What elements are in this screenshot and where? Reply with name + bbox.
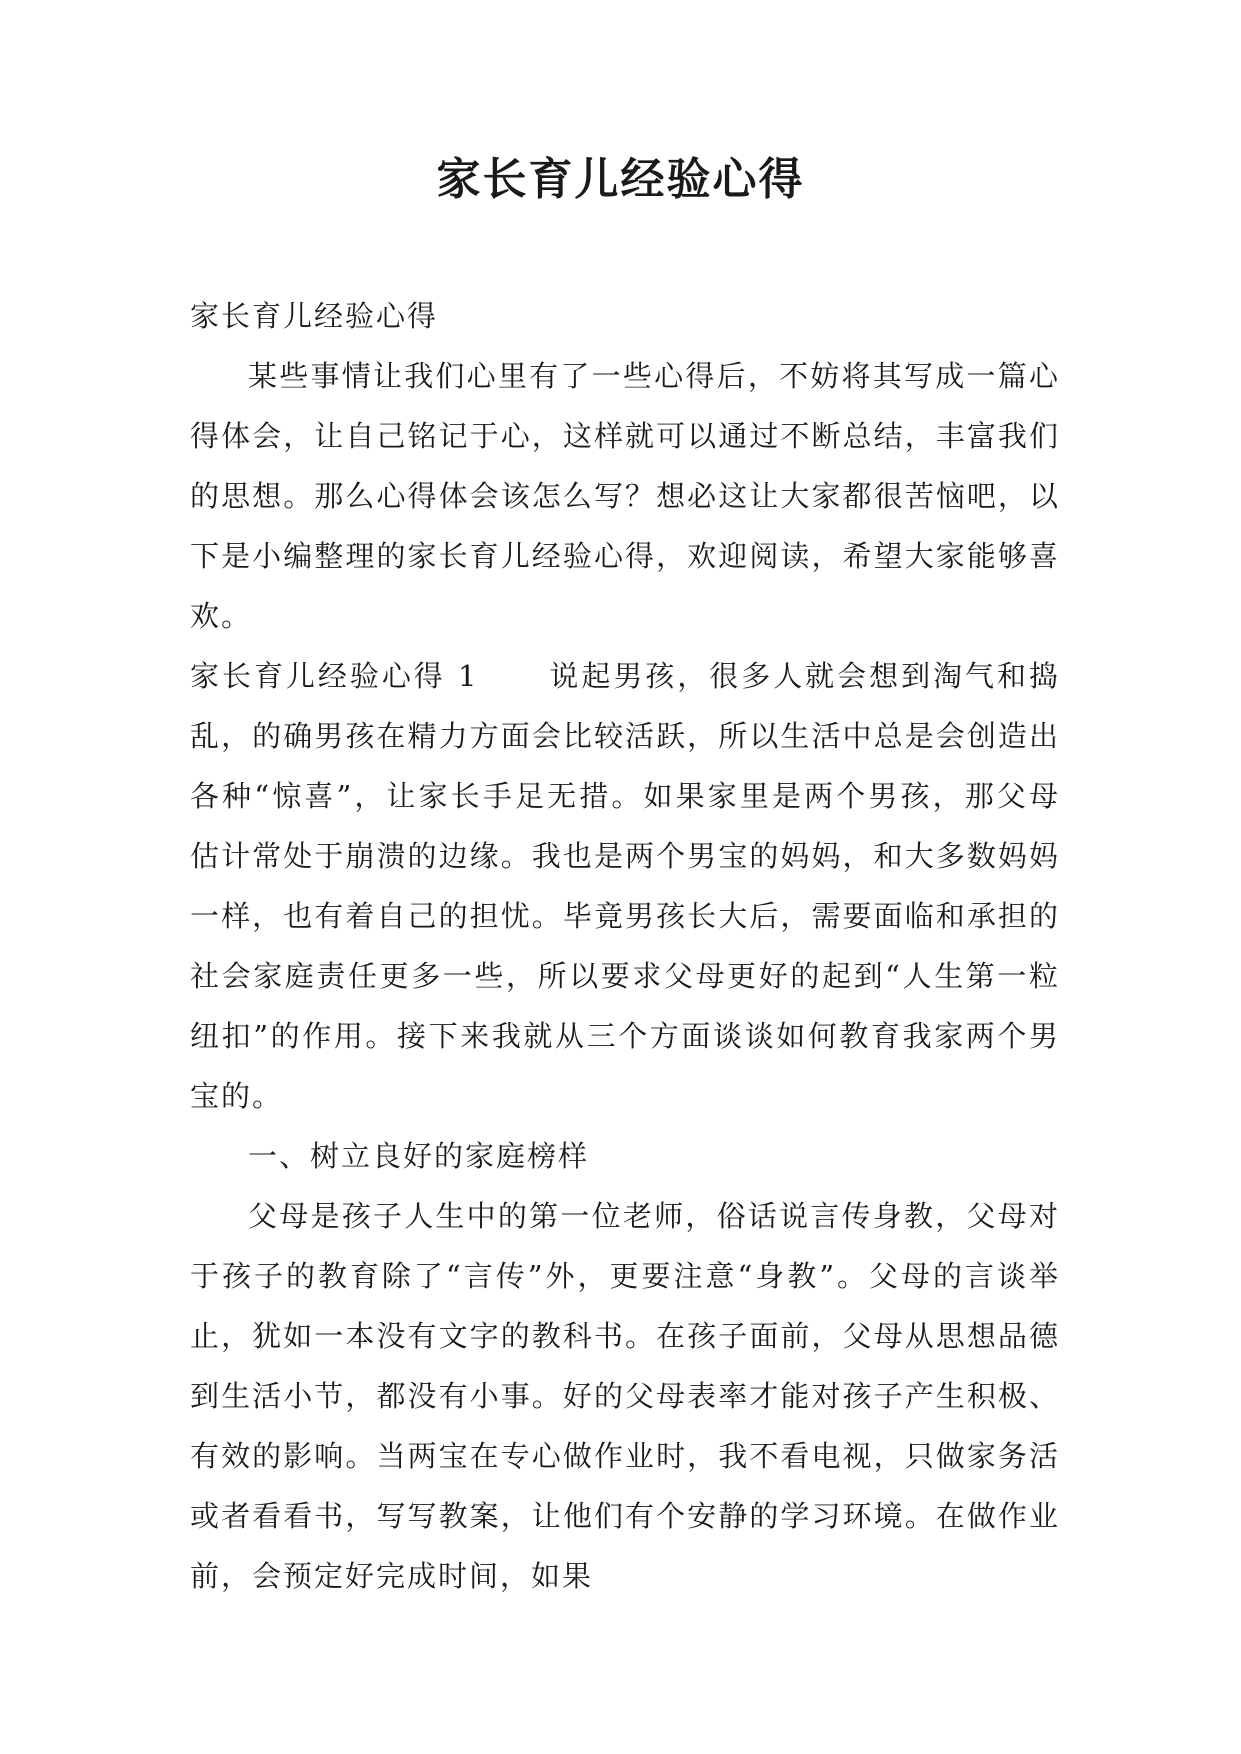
point-1-paragraph: 父母是孩子人生中的第一位老师，俗话说言传身教，父母对于孩子的教育除了“言传”外，更要注意“身教”。父母的言谈举止，犹如一本没有文字的教科书。在孩子面前，父母从思想品德到生活小节，都没有小事。好的父母表率才能对孩子产生积极、有效的影响。当两宝在专心做作业时，我不看电视，只做家务活或者看看书，写写教案，让他们有个安静的学习环境。在做作业前，会预定好完成时间，如果 (190, 1199, 1060, 1593)
document-title: 家长育儿经验心得 (436, 154, 805, 205)
intro-paragraph: 某些事情让我们心里有了一些心得后，不妨将其写成一篇心得体会，让自己铭记于心，这样就可以通过不断总结，丰富我们的思想。那么心得体会该怎么写？想必这让大家都很苦恼吧，以下是小编整理的家长育儿经验心得，欢迎阅读，希望大家能够喜欢。 (190, 359, 1060, 633)
section-1-heading: 家长育儿经验心得 1 (190, 659, 479, 693)
document-subtitle: 家长育儿经验心得 (190, 299, 439, 333)
section-1-text: 说起男孩，很多人就会想到淘气和捣乱，的确男孩在精力方面会比较活跃，所以生活中总是会创造出各种“惊喜”，让家长手足无措。如果家里是两个男孩，那父母估计常处于崩溃的边缘。我也是两个男宝的妈妈，和大多数妈妈一样，也有着自己的担忧。毕竟男孩长大后，需要面临和承担的社会家庭责任更多一些，所以要求父母更好的起到“人生第一粒纽扣”的作用。接下来我就从三个方面谈谈如何教育我家两个男宝的。 (190, 659, 1060, 1113)
section-1-paragraph (190, 646, 1060, 1126)
document-body (190, 286, 1060, 1606)
point-1-heading: 一、树立良好的家庭榜样 (248, 1139, 590, 1173)
